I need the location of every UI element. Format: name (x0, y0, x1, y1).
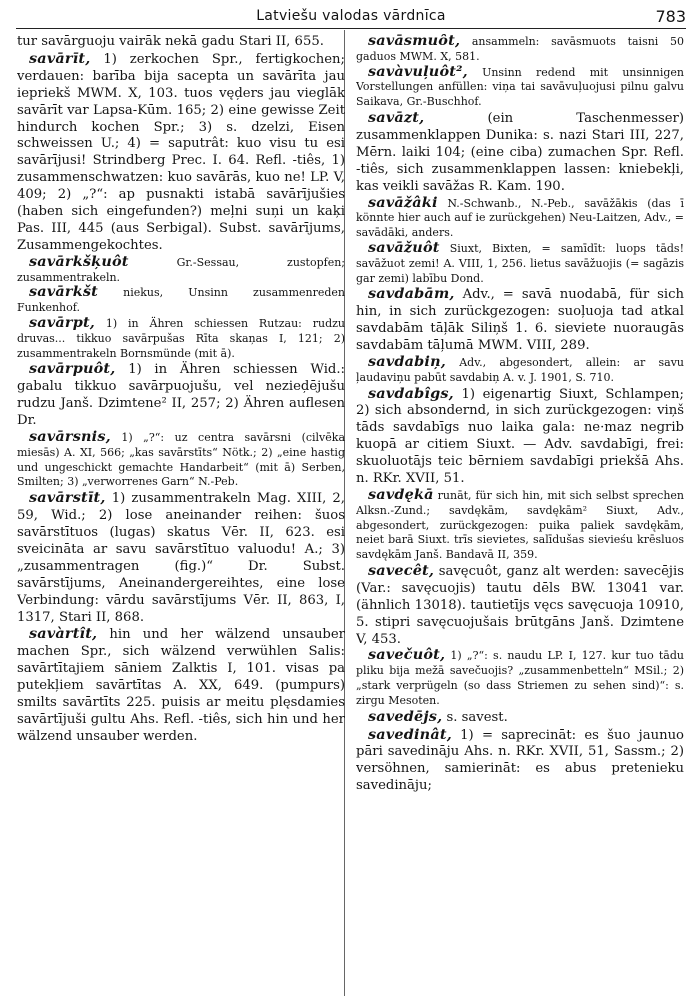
entry-headword: savedinât, (368, 725, 452, 743)
dictionary-entry (356, 485, 684, 563)
dictionary-entry (356, 110, 684, 196)
entry-headword: savārpuôt, (29, 360, 116, 378)
entry-headword: savāzt, (368, 108, 425, 126)
entry-headword: savārīt, (29, 49, 91, 67)
entry-headword: savdabām, (368, 285, 455, 303)
entry-text: 1) in Ähren schiessen Rutzau: rudzu druvas... tikkuo savārpušas Rīta skaņas I, 121; 2) zusammentrakeln Bornsmünde (mit ā). (17, 316, 345, 360)
entry-headword: savārkšķuôt (29, 252, 129, 270)
entry-text: hin und her wälzend unsauber machen Spr., sich wälzend verwühlen Salis: savārtītajiem sāniem Zalktis I, 101. visas pa putekļiem savārtītas A. XX, 649. (pumpurs) smilts savārtīts 225. puisis ar meitu plęsdamies savārtījuši gultu Ahs. Refl. -tiês, sich hin und her wälzend unsauber werden. (17, 627, 345, 744)
dictionary-entry (356, 34, 684, 65)
entry-text: 1) eigenartig Siuxt, Schlampen; 2) sich absondernd, in sich zurückgezogen: viņš tāds savdabīgs nuo laika gala: ne·maz negrib kuopā ar citiem Siuxt. — Adv. savdabīgi, frei: skuoluotājs teic bērniem savdabīgi priekšā Ahs. n. RKr. XVII, 51. (356, 386, 684, 487)
entry-text: Adv., abgesondert, allein: ar savu ļaudaviņu pabūt savdabiņ A. v. J. 1901, S. 710. (356, 355, 684, 384)
dictionary-entry (356, 709, 684, 727)
entry-text: 1) zusammentrakeln Mag. XIII, 2, 59, Wid.; 2) lose aneinander reihen: šuos savārstītuos (lugas) skatus Vēr. II, 623. esi sveicināta ar savu savārstītuo valuodu! A.; 3) „zusammentragen (fig.)“ Dr. Subst. savārstījums, Aneinandergereihtes, eine lose Verbindung: vārdu savārstījums Vēr. II, 863, I, 1317, Stari II, 868. (17, 491, 345, 625)
dictionary-entry (17, 252, 345, 286)
dictionary-entry (356, 193, 684, 241)
entry-text: 1) „?“: s. naudu LP. I, 127. kur tuo tādu pliku bija mežā savečuojis? „zusammenbetteln“ MSil.; 2) „stark verprügeln (so dass Striemen zu sehen sind)“: s. zirgu Mesoten. (356, 649, 684, 707)
entry-headword: savečuôt, (368, 646, 446, 664)
entry-text: runāt, für sich hin, mit sich selbst sprechen Alksn.-Zund.; savdękām, savdękām² Siuxt, Adv., abgesondert, zurückgezogen: puika paliek savdękām, neiet barā Siuxt. trīs sievietes, salīdušas sievieśu krēsluos savdękām Janš. Bandavā II, 359. (356, 488, 684, 562)
entry-text: Gr.-Sessau, zustopfen; zusammentrakeln. (17, 255, 345, 284)
entry-text: 1) in Ähren schiessen Wid.: gabalu tikkuo savārpuojušu, vel nezied̦ējušu rudzu Janš. Dzimtene² II, 257; 2) Ähren auflesen Dr. (17, 362, 345, 429)
page-header (16, 6, 686, 29)
entry-headword: savāžuôt (368, 238, 440, 256)
entry-text: niekus, Unsinn zusammenreden Funkenhof. (17, 286, 345, 315)
entry-headword: savdabiņ, (368, 352, 446, 370)
entry-text: Siuxt, Bixten, = samīdīt: luops tāds! savāžuot zemi! A. VIII, 1, 256. lietus savāžuojis (= sagāzis gar zemi) labību Dond. (356, 241, 684, 285)
dictionary-entry (356, 386, 684, 488)
entry-text: 1) zerkochen Spr., fertigkochen; verdauen: barība bija sacepta un savārīta jau iepriekš MWM. X, 103. tuos vęd̦ers jau vieglāk savārīt var Lapsa-Kūm. 165; 2) eine gewisse Zeit hindurch kochen Spr.; 3) s. dzelzi, Eisen schweissen U.; 4) = saputrât: kuo visu tu esi savārījusi! Strindberg Prec. I. 64. Refl. -tiês, 1) zusammenschwatzen: kuo savārās, kuo ne! LP. V, 409; 2) „?“: ap pusnakti istabā savārījušies (haben sich eingefunden?) mel̦ni suņi un kaķi Pas. III, 445 (aus Serbigal). Subst. savārījums, Zusammengekochtes. (17, 51, 345, 253)
entry-text: tur savārguoju vairāk nekā gadu Stari II, 655. (17, 34, 324, 49)
dictionary-entry (356, 648, 684, 708)
dictionary-entry (17, 626, 345, 745)
entry-headword: savārkšt (29, 283, 99, 301)
entry-text: savęcuôt, ganz alt werden: savecējis (Var.: savęcuojis) tautu dēls BW. 13041 var. (ähnlich 13018). tautietījs vęcs savęcuoja 10910, 5. stipri savęcuojušais brūtgāns Janš. Dzimtene V, 453. (356, 563, 684, 647)
right-column (356, 34, 684, 994)
page-number: 783 (655, 7, 686, 26)
dictionary-entry (356, 727, 684, 796)
entry-text: Unsinn redend mit unsinnigen Vorstellungen anfüllen: viņa tai savāvuļuojusi pilnu galvu Saikava, Gr.-Buschhof. (356, 65, 684, 109)
dictionary-entry (17, 361, 345, 430)
dictionary-entry (17, 51, 345, 255)
entry-headword: savārpt, (29, 313, 96, 331)
entry-headword: savedējs, (368, 707, 443, 725)
dictionary-entry (356, 563, 684, 649)
dictionary-entry (17, 285, 345, 316)
entry-headword: savārstīt, (29, 489, 106, 507)
dictionary-entry (17, 490, 345, 626)
entry-text: 1) „?“: uz centra savārsni (cilvēka miesās) A. XI, 566; „kas savārstīts“ Nötk.; 2) „eine hastig und ungeschickt gemachte Handarbeit“ (mit ā) Serben, Smilten; 3) „verworrenes Garn“ N.-Peb. (17, 430, 345, 489)
dictionary-entry (17, 427, 345, 490)
entry-headword: savdabîgs, (368, 384, 454, 402)
page-title: Latviešu valodas vārdnīca (256, 8, 446, 24)
dictionary-entry (356, 62, 684, 110)
entry-headword: savārsnis, (29, 427, 111, 445)
entry-headword: savàrtît, (29, 625, 98, 643)
dictionary-entry (17, 34, 345, 51)
left-column (17, 34, 345, 994)
dictionary-entry (17, 313, 345, 361)
entry-text: s. savest. (442, 709, 508, 725)
dictionary-entry (356, 238, 684, 286)
dictionary-entry (356, 352, 684, 386)
entry-headword: savāžâki (368, 193, 438, 211)
dictionary-entry (356, 286, 684, 355)
entry-text: 1) = saprecināt: es šuo jaunuo pāri savedināju Ahs. n. RKr. XVII, 51, Sassm.; 2) versöhnen, samierināt: es abus pretenieku savedināju; (356, 727, 684, 794)
entry-text: N.-Schwanb., N.-Peb., savāžākis (das ī könnte hier auch auf ie zurückgehen) Neu-Laitzen, Adv., = savādāki, anders. (356, 196, 684, 240)
entry-text: ansammeln: savāsmuots taisni 50 gaduos MWM. X, 581. (356, 35, 684, 63)
entry-headword: savāsmuôt, (368, 34, 461, 49)
entry-text: Adv., = savā nuodabā, für sich hin, in sich zurückgezogen: suoļuoja tad atkal savdabām tāļāk Siliņš 1. 6. sievietе nuoraugās savdabām tāļumā MWM. VIII, 289. (356, 287, 684, 354)
entry-headword: savàvuļuôt², (368, 62, 468, 80)
entry-headword: savdękā (368, 485, 434, 503)
entry-text: (ein Taschenmesser) zusammenklappen Dunika: s. nazi Stari III, 227, Mērn. laiki 104; (eine ciba) zumachen Spr. Refl. -tiês, sich zusammenklappen lassen: kniebekļi, kas veikli savāžas R. Kam. 190. (356, 110, 684, 194)
entry-headword: savecêt, (368, 561, 435, 579)
